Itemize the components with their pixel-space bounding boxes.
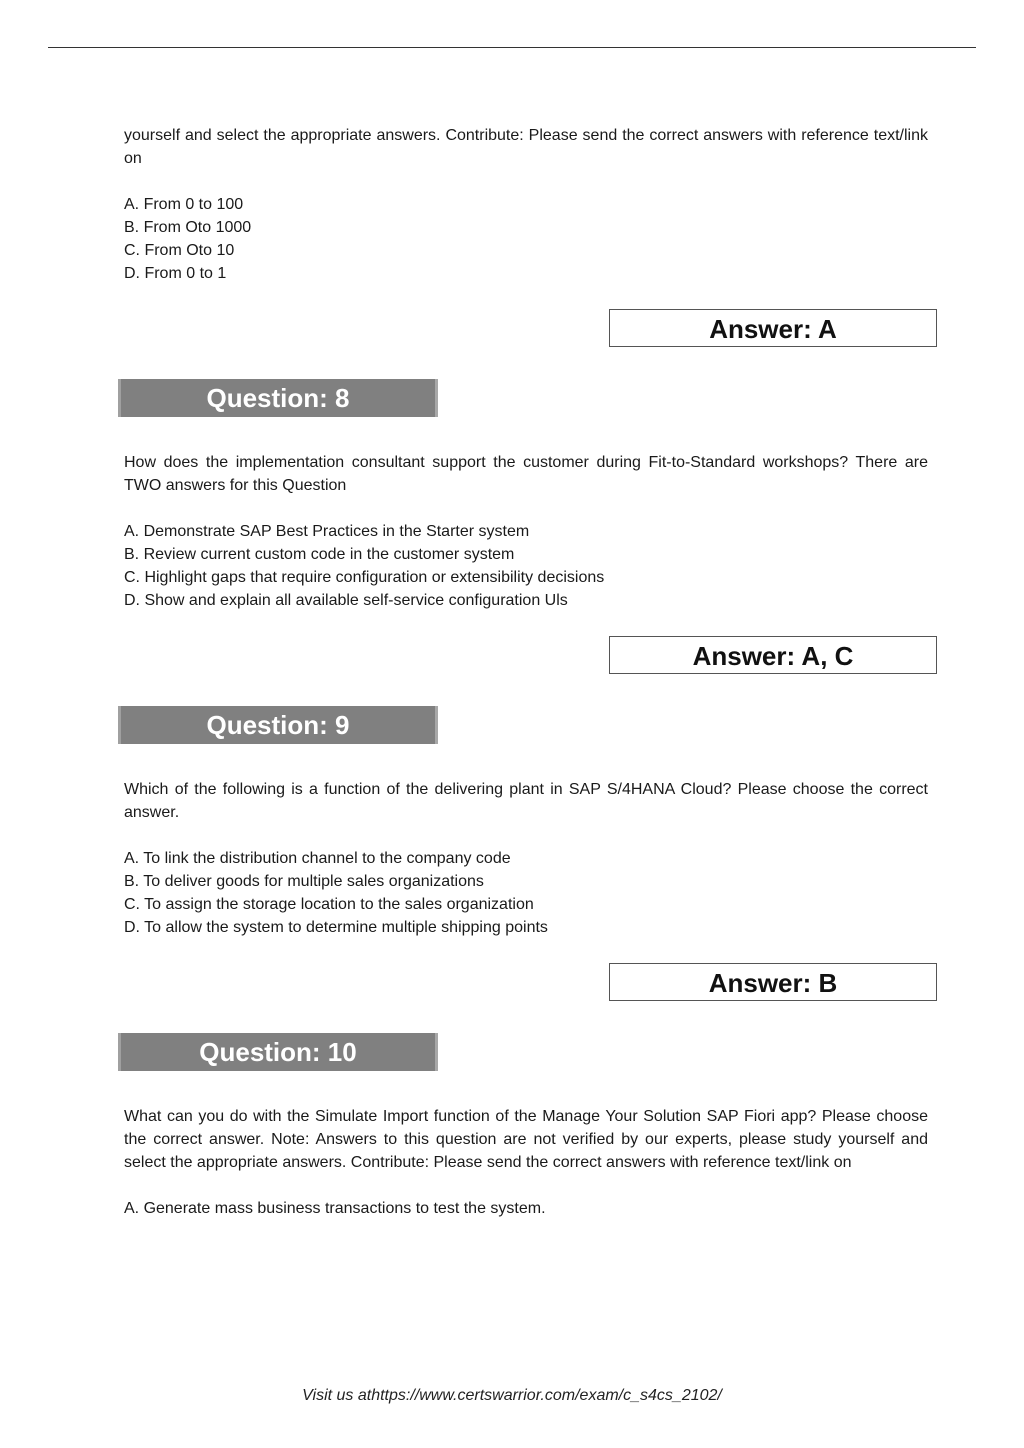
footer-visit-link[interactable]: Visit us athttps://www.certswarrior.com/exam/c_s4cs_2102/	[302, 1387, 722, 1404]
option-d: D. From 0 to 1	[124, 265, 227, 282]
question-7-options	[124, 193, 928, 285]
option-b: B. From Oto 1000	[124, 219, 252, 236]
option-a: A. Generate mass business transactions to test the system.	[124, 1200, 546, 1217]
option-c: C. To assign the storage location to the sales organization	[124, 896, 534, 913]
answer-box: Answer: A	[609, 309, 937, 347]
question-options	[124, 847, 928, 939]
answer-box: Answer: A, C	[609, 636, 937, 674]
option-d: D. Show and explain all available self-service configuration Uls	[124, 592, 568, 609]
question-7-answer-row	[124, 309, 928, 349]
option-c: C. From Oto 10	[124, 242, 235, 259]
question-heading: Question: 10	[118, 1033, 438, 1071]
header-rule	[48, 47, 976, 48]
question-text: How does the implementation consultant support the customer during Fit-to-Standard workshops? There are TWO answers for this Question	[124, 454, 928, 494]
option-b: B. Review current custom code in the customer system	[124, 546, 515, 563]
answer-row	[124, 636, 928, 676]
question-text: What can you do with the Simulate Import function of the Manage Your Solution SAP Fiori app? Please choose the correct answer. Note: Answers to this question are not verified by our experts, please study yourself and select the appropriate answers. Contribute: Please send the correct answers with reference text/link on	[124, 1108, 928, 1171]
option-d: D. To allow the system to determine multiple shipping points	[124, 919, 548, 936]
page-content	[124, 124, 928, 1220]
answer-box: Answer: B	[609, 963, 937, 1001]
option-b: B. To deliver goods for multiple sales organizations	[124, 873, 484, 890]
question-heading: Question: 8	[118, 379, 438, 417]
question-7-text-continued: yourself and select the appropriate answers. Contribute: Please send the correct answers with reference text/link on	[124, 127, 928, 167]
question-options	[124, 1197, 928, 1220]
question-text: Which of the following is a function of the delivering plant in SAP S/4HANA Cloud? Please choose the correct answer.	[124, 781, 928, 821]
question-10	[124, 1033, 928, 1220]
option-a: A. From 0 to 100	[124, 196, 244, 213]
question-heading: Question: 9	[118, 706, 438, 744]
option-a: A. To link the distribution channel to the company code	[124, 850, 511, 867]
question-8	[124, 379, 928, 676]
question-9	[124, 706, 928, 1003]
option-a: A. Demonstrate SAP Best Practices in the Starter system	[124, 523, 530, 540]
answer-row	[124, 963, 928, 1003]
question-options	[124, 520, 928, 612]
option-c: C. Highlight gaps that require configuration or extensibility decisions	[124, 569, 605, 586]
